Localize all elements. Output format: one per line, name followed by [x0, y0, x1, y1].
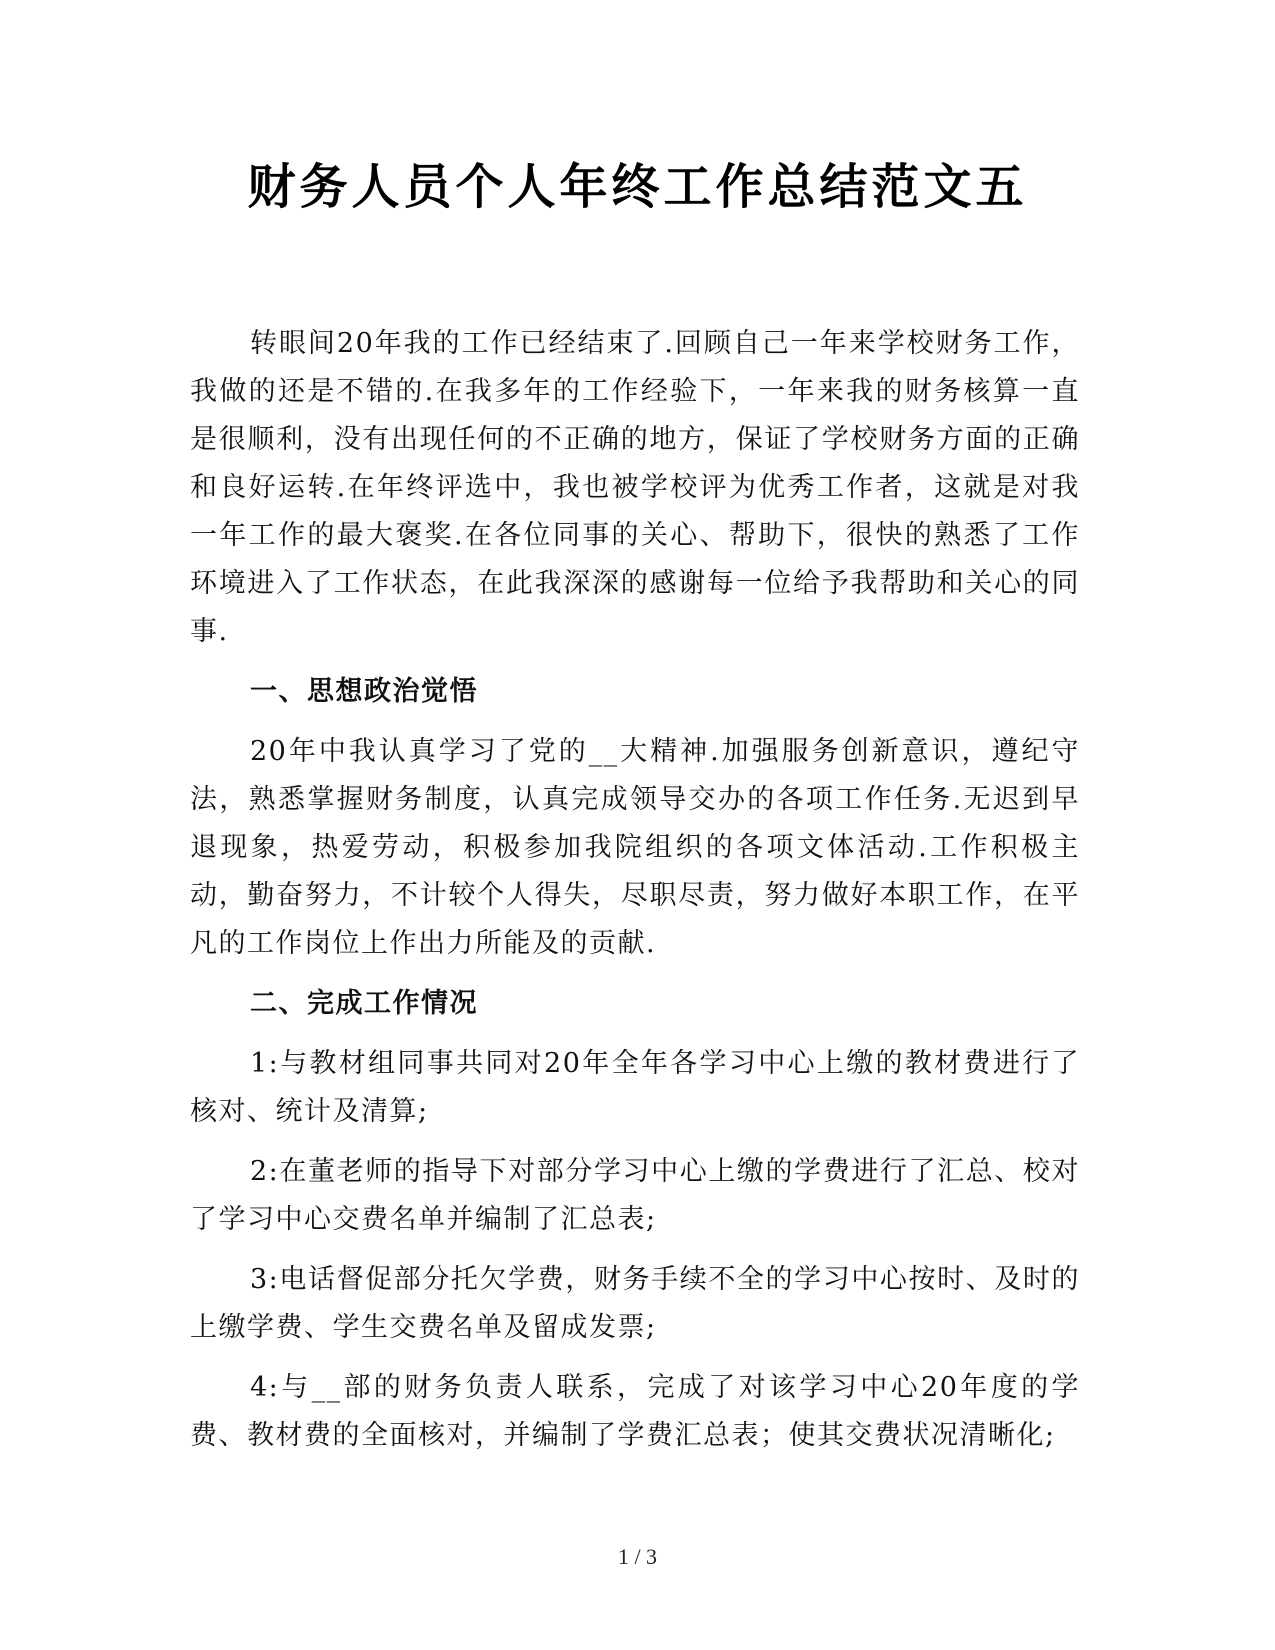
work-item-1: 1:与教材组同事共同对20年全年各学习中心上缴的教材费进行了核对、统计及清算;: [190, 1048, 1080, 1127]
page-number: 1 / 3: [617, 1544, 658, 1569]
work-item-3: 3:电话督促部分托欠学费，财务手续不全的学习中心按时、及时的上缴学费、学生交费名单及留成发票;: [190, 1264, 1080, 1343]
work-item-2: 2:在董老师的指导下对部分学习中心上缴的学费进行了汇总、校对了学习中心交费名单并编制了汇总表;: [190, 1156, 1080, 1235]
intro-paragraph: 转眼间20年我的工作已经结束了.回顾自己一年来学校财务工作，我做的还是不错的.在我多年的工作经验下，一年来我的财务核算一直是很顺利，没有出现任何的不正确的地方，保证了学校财务方面的正确和良好运转.在年终评选中，我也被学校评为优秀工作者，这就是对我一年工作的最大褒奖.在各位同事的关心、帮助下，很快的熟悉了工作环境进入了工作状态，在此我深深的感谢每一位给予我帮助和关心的同事.: [190, 328, 1080, 647]
section-heading-political: 一、思想政治觉悟: [250, 676, 478, 707]
political-paragraph: 20年中我认真学习了党的__大精神.加强服务创新意识，遵纪守法，熟悉掌握财务制度，认真完成领导交办的各项工作任务.无迟到早退现象，热爱劳动，积极参加我院组织的各项文体活动.工作积极主动，勤奋努力，不计较个人得失，尽职尽责，努力做好本职工作，在平凡的工作岗位上作出力所能及的贡献.: [190, 736, 1080, 959]
document-body: [190, 320, 1080, 1472]
document-title: 财务人员个人年终工作总结范文五: [247, 159, 1028, 215]
section-heading-work: 二、完成工作情况: [250, 988, 478, 1019]
work-item-4: 4:与__部的财务负责人联系，完成了对该学习中心20年度的学费、教材费的全面核对，并编制了学费汇总表；使其交费状况清晰化;: [190, 1372, 1080, 1451]
